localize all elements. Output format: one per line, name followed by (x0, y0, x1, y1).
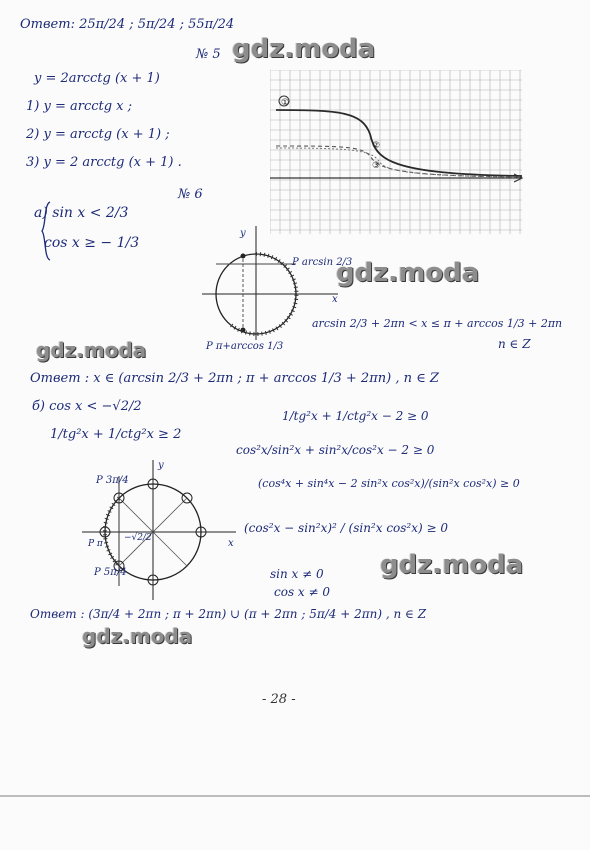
mark-2: ② (372, 141, 381, 151)
equation-main: y = 2arcctg (x + 1) (34, 71, 160, 86)
system-b-line2: 1/tg²x + 1/ctg²x ≥ 2 (50, 427, 182, 442)
inequality-a: arcsin 2/3 + 2πn < x ≤ π + arccos 1/3 + 2πn (312, 317, 563, 330)
curve-arcctg (276, 148, 522, 177)
label-p-pi: P π (88, 539, 103, 549)
answer-a: Ответ : x ∈ (arcsin 2/3 + 2πn ; π + arccos 1/3 + 2πn) , n ∈ Z (30, 371, 439, 386)
transform-1: 1/tg²x + 1/ctg²x − 2 ≥ 0 (282, 409, 429, 423)
answer-b: Ответ : (3π/4 + 2πn ; π + 2πn) ∪ (π + 2πn ; 5π/4 + 2πn) , n ∈ Z (30, 607, 427, 621)
step-2: 2) y = arcctg (x + 1) ; (26, 127, 170, 142)
system-a-line2: cos x ≥ − 1/3 (44, 235, 140, 251)
mark-3: ③ (372, 161, 381, 171)
label-p-3pi4: P 3π/4 (96, 475, 129, 486)
step-1: 1) y = arcctg x ; (26, 99, 133, 114)
axis-y-label: y (240, 228, 246, 239)
curve-arcctg-shifted (276, 146, 522, 177)
watermark-5: gdz.moda (82, 624, 193, 648)
axis-x-label: x (332, 294, 338, 305)
label-minus-root: −√2/2 (124, 533, 152, 543)
axis-x-label-b: x (228, 538, 234, 549)
system-b-line1: б) cos x < −√2/2 (32, 399, 142, 414)
watermark-2: gdz.moda (336, 258, 480, 288)
watermark-3: gdz.moda (36, 338, 147, 362)
transform-6: cos x ≠ 0 (274, 585, 331, 599)
label-p-pi-arccos: P π+arccos 1/3 (206, 341, 284, 352)
step-3: 3) y = 2 arcctg (x + 1) . (26, 155, 182, 170)
page-edge-divider (0, 795, 590, 797)
page-number: - 28 - (262, 692, 296, 707)
system-a-line1: а) sin x < 2/3 (34, 205, 129, 221)
transform-2: cos²x/sin²x + sin²x/cos²x − 2 ≥ 0 (236, 443, 435, 457)
transform-5: sin x ≠ 0 (270, 567, 324, 581)
task6-label: № 6 (178, 187, 203, 202)
label-p-arcsin: P arcsin 2/3 (292, 257, 353, 268)
n-in-z: n ∈ Z (498, 337, 531, 351)
answer-top-line: Ответ: 25π/24 ; 5π/24 ; 55π/24 (20, 17, 235, 32)
mark-1: ① (281, 98, 290, 108)
point-arcsin (241, 254, 246, 259)
arcctg-graph (270, 70, 526, 238)
axis-y-label-b: y (158, 460, 164, 471)
transform-3: (cos⁴x + sin⁴x − 2 sin²x cos²x)/(sin²x cos²x) ≥ 0 (258, 477, 520, 490)
watermark-4: gdz.moda (380, 550, 524, 580)
label-p-5pi4: P 5π/4 (94, 567, 127, 578)
watermark-1: gdz.moda (232, 34, 376, 64)
transform-4: (cos²x − sin²x)² / (sin²x cos²x) ≥ 0 (244, 521, 448, 535)
system-brace (40, 200, 52, 262)
task5-label: № 5 (196, 47, 221, 62)
